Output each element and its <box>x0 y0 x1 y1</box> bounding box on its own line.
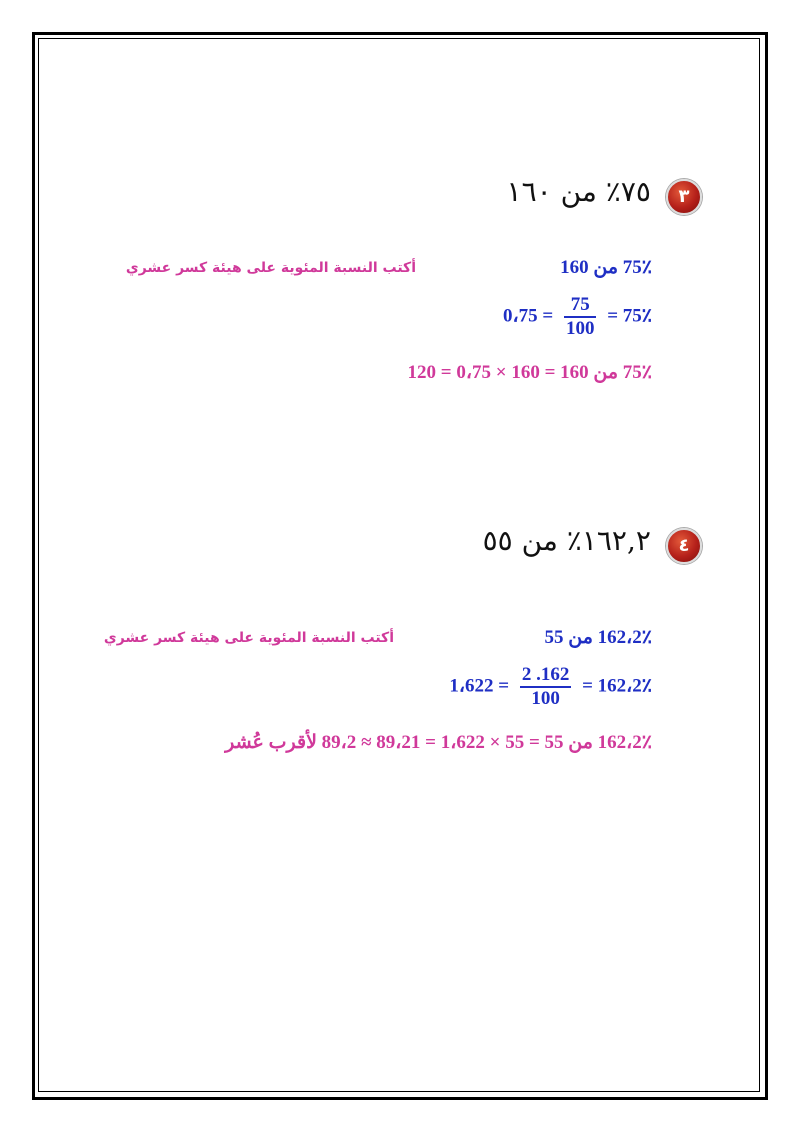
q3-step-1: 75٪ من 160 <box>560 257 652 278</box>
q4-fraction-denominator: 100 <box>531 688 560 709</box>
q4-fraction-numerator: 162. 2 <box>521 664 570 685</box>
q4-fraction <box>520 664 572 710</box>
question-4-badge: ٤ <box>666 528 702 564</box>
q4-step-2 <box>449 664 652 710</box>
q3-note: أكتب النسبة المئوية على هيئة كسر عشري <box>125 260 416 276</box>
q3-step-2-right: = 0،75 <box>502 305 554 327</box>
q4-step-3: 162،2٪ من 55 = 55 × 1،622 = 89،21 ≈ 89،2 لأقرب عُشر <box>225 732 652 753</box>
q3-step-2 <box>503 294 652 340</box>
q3-fraction-numerator: 75 <box>570 294 590 315</box>
q3-step-2-left: 75٪ = <box>607 305 652 327</box>
q4-step-2-left: 162،2٪ = <box>582 675 652 697</box>
q3-fraction <box>564 294 597 340</box>
q4-step-1: 162،2٪ من 55 <box>544 627 652 648</box>
question-3-title: ٧٥٪ من ١٦٠ <box>506 175 651 208</box>
question-3-header <box>507 175 702 215</box>
question-4-title: ١٦٢,٢٪ من ٥٥ <box>482 524 651 557</box>
question-4-header <box>483 524 702 564</box>
q3-fraction-denominator: 100 <box>565 318 595 339</box>
q4-note: أكتب النسبة المئوية على هيئة كسر عشري <box>103 630 394 646</box>
q4-step-2-right: = 1،622 <box>449 675 510 697</box>
question-3-badge: ٣ <box>666 179 702 215</box>
q3-step-3: 75٪ من 160 = 160 × 0،75 = 120 <box>407 362 652 383</box>
